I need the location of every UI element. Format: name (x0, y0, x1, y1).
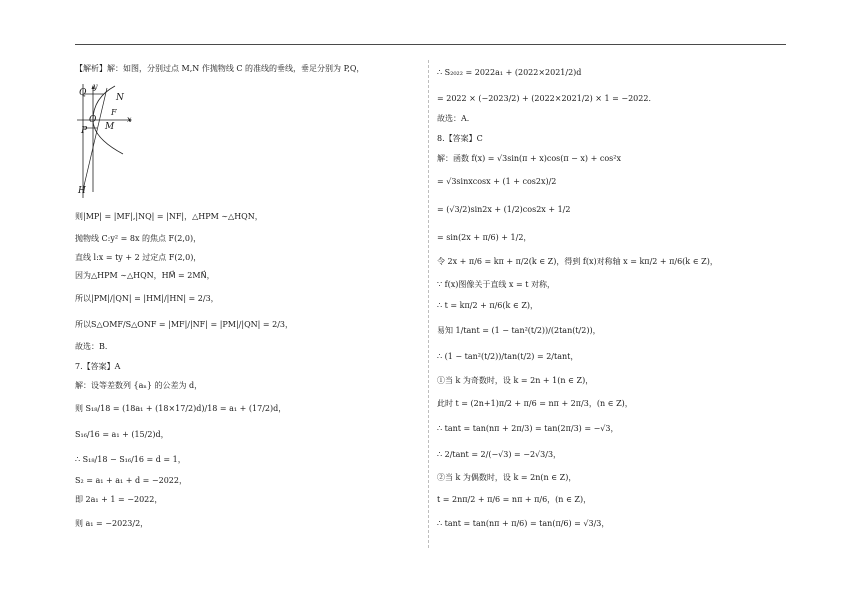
text-line: 故选：B． (75, 342, 113, 351)
text-line: = sin(2x + π/6) + 1/2， (437, 233, 532, 242)
text-line: 则 a₁ = −2023/2， (75, 519, 149, 528)
text-line: ∴ t = kπ/2 + π/6(k ∈ Z)， (437, 301, 539, 310)
text-line: ①当 k 为奇数时，设 k = 2n + 1(n ∈ Z)， (437, 376, 594, 385)
text-line: 则 S₁₈/18 = (18a₁ + (18×17/2)d)/18 = a₁ + (17/2)d， (75, 404, 287, 413)
text-line: 即 2a₁ + 1 = −2022， (75, 495, 163, 504)
label-O: O (89, 115, 97, 125)
text-line: 8.【答案】C (437, 134, 483, 143)
text-line: S₁₆/16 = a₁ + (15/2)d， (75, 430, 169, 439)
column-divider (428, 60, 429, 548)
header-rule (75, 44, 786, 45)
text-line: 解：函数 f(x) = √3sin(π + x)cos(π − x) + cos²x (437, 154, 621, 163)
text-line: ∴ S₁₈/18 − S₁₆/16 = d = 1， (75, 455, 186, 464)
label-N: N (116, 93, 124, 103)
label-F: F (111, 108, 117, 117)
text-line: t = 2nπ/2 + π/6 = nπ + π/6，(n ∈ Z)， (437, 495, 592, 504)
text-line: ∴ 2/tant = 2/(−√3) = −2√3/3， (437, 450, 562, 459)
label-y: y (93, 82, 98, 91)
label-Q: Q (79, 88, 87, 98)
text-line: 则|MP| = |MF|,|NQ| = |NF|，△HPM ∼△HQN， (75, 212, 263, 221)
text-line: 7.【答案】A (75, 362, 121, 371)
text-line: 因为△HPM ∼△HQN，HM⃗ = 2MN⃗， (75, 271, 215, 280)
text-line: S₂ = a₁ + a₁ + d = −2022， (75, 476, 187, 485)
text-line: ∵ f(x)图像关于直线 x = t 对称， (437, 280, 555, 289)
text-line: ∴ S₂₀₂₂ = 2022a₁ + (2022×2021/2)d (437, 68, 582, 77)
label-x: x (127, 115, 132, 124)
text-line: 直线 l:x = ty + 2 过定点 F(2,0)， (75, 253, 202, 262)
text-line: 解：设等差数列 {aₙ} 的公差为 d， (75, 381, 203, 390)
label-M: M (105, 122, 115, 132)
text-line: 【解析】解：如图，分别过点 M,N 作抛物线 C 的准线的垂线，垂足分别为 P,Q， (75, 64, 365, 73)
label-P: P (81, 126, 88, 136)
text-line: 所以S△OMF/S△ONF = |MF|/|NF| = |PM|/|QN| = 2/3， (75, 320, 293, 329)
text-line: = (√3/2)sin2x + (1/2)cos2x + 1/2 (437, 205, 571, 214)
text-line: 令 2x + π/6 = kπ + π/2(k ∈ Z)，得到 f(x)对称轴 x = kπ/2 + π/6(k ∈ Z)， (437, 257, 718, 266)
text-line: 所以|PM|/|QN| = |HM|/|HN| = 2/3， (75, 294, 219, 303)
label-H: H (78, 186, 86, 196)
text-line: 抛物线 C:y² = 8x 的焦点 F(2,0)， (75, 234, 202, 243)
text-line: = √3sinxcosx + (1 + cos2x)/2 (437, 177, 557, 186)
text-line: 故选：A． (437, 114, 475, 123)
text-line: ∴ (1 − tan²(t/2))/tan(t/2) = 2/tant， (437, 352, 579, 361)
text-line: ∴ tant = tan(nπ + π/6) = tan(π/6) = √3/3， (437, 519, 610, 528)
text-line: = 2022 × (−2023/2) + (2022×2021/2) × 1 = −2022． (437, 94, 657, 103)
text-line: ②当 k 为偶数时，设 k = 2n(n ∈ Z)， (437, 473, 577, 482)
text-line: 此时 t = (2n+1)π/2 + π/6 = nπ + 2π/3，(n ∈ Z)， (437, 399, 633, 408)
text-line: 易知 1/tant = (1 − tan²(t/2))/(2tan(t/2))， (437, 326, 601, 335)
text-line: ∴ tant = tan(nπ + 2π/3) = tan(2π/3) = −√3， (437, 424, 619, 433)
